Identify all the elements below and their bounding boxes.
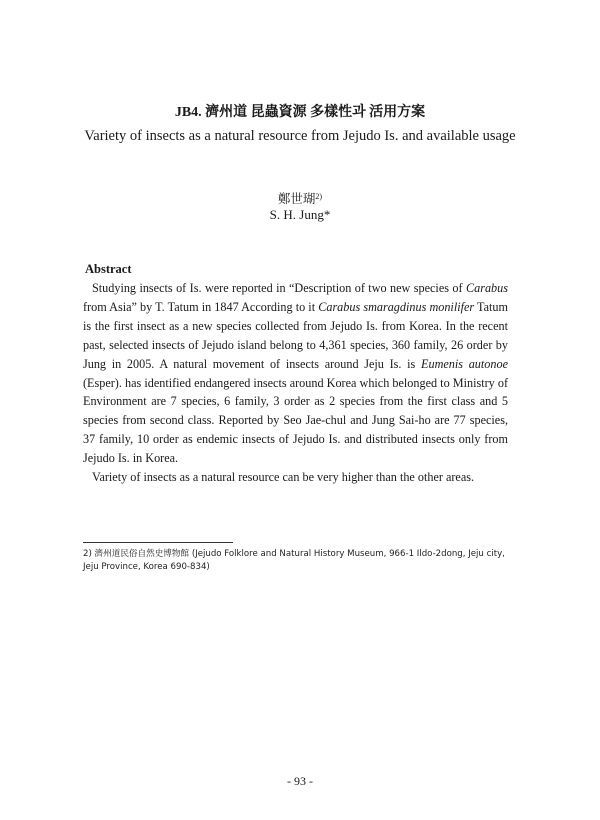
footnote: 2) 濟州道民俗自然史博物館 (Jejudo Folklore and Natural History Museum, 966-1 Ildo-2dong, Jeju city, Jeju Province, Korea 690-834) [83,549,505,572]
abstract-body [83,279,508,487]
species-name: Carabus smaragdinus monilifer [318,299,475,314]
species-name: Eumenis autonoe [421,356,508,371]
abstract-text: Studying insects of Is. were reported in “Description of two new species of [92,281,466,295]
page-number: - 93 - [287,774,313,788]
abstract-text: from Asia” by T. Tatum in 1847 According to it [83,299,319,314]
author-korean [0,189,600,207]
genus-name: Carabus [466,281,508,295]
author-footnote-mark: 2) [315,192,323,201]
paper-subtitle: Variety of insects as a natural resource from Jejudo Is. and available usage [84,128,516,144]
abstract-text: Tatum is the first insect as a new species collected from Jejudo Is. from Korea. In the recent past, selected insects of Jejudo island belong to 4,361 species, 360 family, 26 order by Jung in 2005. A natural movement of insects around Jeju Is. is [83,299,509,371]
author-english: S. H. Jung* [269,207,331,222]
footnote-divider [83,542,233,543]
abstract-heading: Abstract [85,262,132,276]
abstract-text: (Esper). has identified endangered insects around Korea which belonged to Ministry of Environment are 7 species, 6 family, 3 order as 2 species from the first class and 5 species from second class. Reported by Seo Jae-chul and Jung Sai-ho are 77 species, 37 family, 10 order as endemic insects of Jejudo Is. and distributed insects only from Jejudo Is. in Korea. [83,375,508,466]
paper-title: JB4. 濟州道 昆蟲資源 多樣性과 活用方案 [174,105,426,120]
abstract-paragraph-1 [83,279,508,468]
author-korean-name: 鄭世瑚 [277,192,316,206]
abstract-paragraph-2: Variety of insects as a natural resource can be very higher than the other areas. [92,470,475,485]
